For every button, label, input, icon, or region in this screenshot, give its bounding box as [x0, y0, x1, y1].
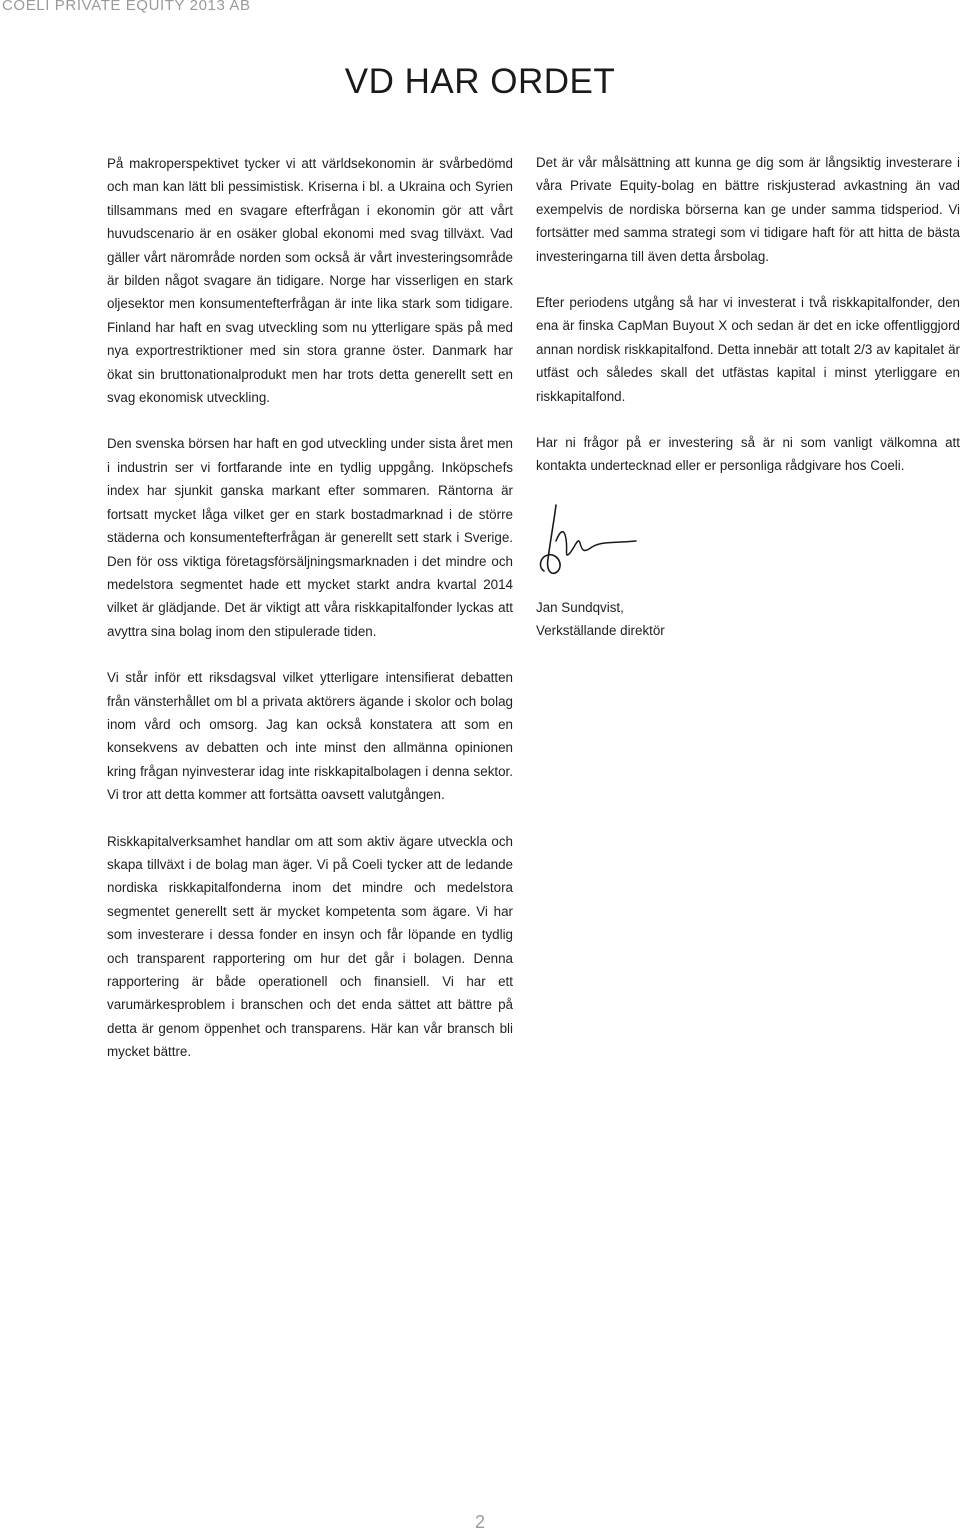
- left-column: [107, 152, 513, 1087]
- right-column: [536, 151, 960, 643]
- paragraph-private-equity-ownership: Riskkapitalverksamhet handlar om att som aktiv ägare utveckla och skapa tillväxt i de bolag man äger. Vi på Coeli tycker att de ledande nordiska riskkapitalfonderna inom det mindre och medelstora segmentet generellt sett är mycket kompetenta som ägare. Vi har som investerare i dessa fonder en insyn och får löpande en tydlig och transparent rapportering om hur det går i bolagen. Denna rapportering är både operationell och finansiell. Vi har ett varumärkesproblem i branschen och det enda sättet att bättre på detta är genom öppenhet och transparens. Här kan vår bransch bli mycket bättre.: [107, 833, 513, 1060]
- paragraph-objective: Det är vår målsättning att kunna ge dig som är långsiktig investerare i våra Private Equity-bolag en bättre riskjusterad avkastning än vad exempelvis de nordiska börserna kan ge under samma tidsperiod. Vi fortsätter med samma strategi som vi tidigare haft för att hitta de bästa investeringarna till även detta årsbolag.: [536, 155, 960, 264]
- paragraph-contact: Har ni frågor på er investering så är ni som vanligt välkomna att kontakta undertecknad eller er personliga rådgivare hos Coeli.: [536, 435, 960, 474]
- signer-role: Verkställande direktör: [536, 623, 665, 639]
- paragraph-election-debate: Vi står inför ett riksdagsval vilket ytterligare intensifierat debatten från vänsterhållet om bl a privata aktörers ägande i skolor och bolag inom vård och omsorg. Jag kan också konstatera att som en konsekvens av debatten och inte minst den allmänna opinionen kring frågan nyinvesterar idag inte riskkapitalbolagen i denna sektor. Vi tror att detta kommer att fortsätta oavsett valutgången.: [107, 670, 513, 803]
- page-title: VD HAR ORDET: [344, 62, 616, 101]
- paragraph-macro-outlook: På makroperspektivet tycker vi att världsekonomin är svårbedömd och man kan lätt bli pessimistisk. Kriserna i bl. a Ukraina och Syrien tillsammans med en svagare efterfrågan i ekonomin gör att vårt huvudscenario är en osäker global ekonomi med svag tillväxt. Vad gäller vårt närområde norden som också är vårt investeringsområde är bilden något svagare än tidigare. Norge har visserligen en stark oljesektor men konsumentefterfrågan är inte lika stark som tidigare. Finland har haft en svag utveckling som nu ytterligare späs på med nya exportrestriktioner med sin stora granne öster. Danmark har ökat sin bruttonationalprodukt men har trots detta generellt sett en svag ekonomisk utveckling.: [107, 156, 513, 406]
- paragraph-new-investments: Efter periodens utgång så har vi investerat i två riskkapitalfonder, den ena är finska CapMan Buyout X och sedan är det en icke offentliggjord annan nordisk riskkapitalfond. Detta innebär att totalt 2/3 av kapitalet är utfäst och således skall det utfästas kapital i minst yterliggare en riskkapitalfond.: [536, 295, 960, 404]
- handwritten-signature: [536, 501, 646, 596]
- paragraph-swedish-market: Den svenska börsen har haft en god utveckling under sista året men i industrin ser vi fortfarande inte en tydlig uppgång. Inköpschefs index har sjunkit ganska markant efter sommaren. Räntorna är fortsatt mycket låga vilket ger en stark bostadmarknad i de större städerna och konsumentefterfrågan är generellt sett stark i Sverige. Den för oss viktiga företagsförsäljningsmarknaden i det mindre och medelstora segmentet hade ett mycket starkt andra kvartal 2014 vilket är glädjande. Det är viktigt att våra riskkapitalfonder lyckas att avyttra sina bolag inom den stipulerade tiden.: [107, 436, 513, 639]
- signer-name: Jan Sundqvist,: [536, 599, 624, 615]
- header-company-name: COELI PRIVATE EQUITY 2013 AB: [2, 0, 251, 14]
- page-number: 2: [474, 1512, 485, 1532]
